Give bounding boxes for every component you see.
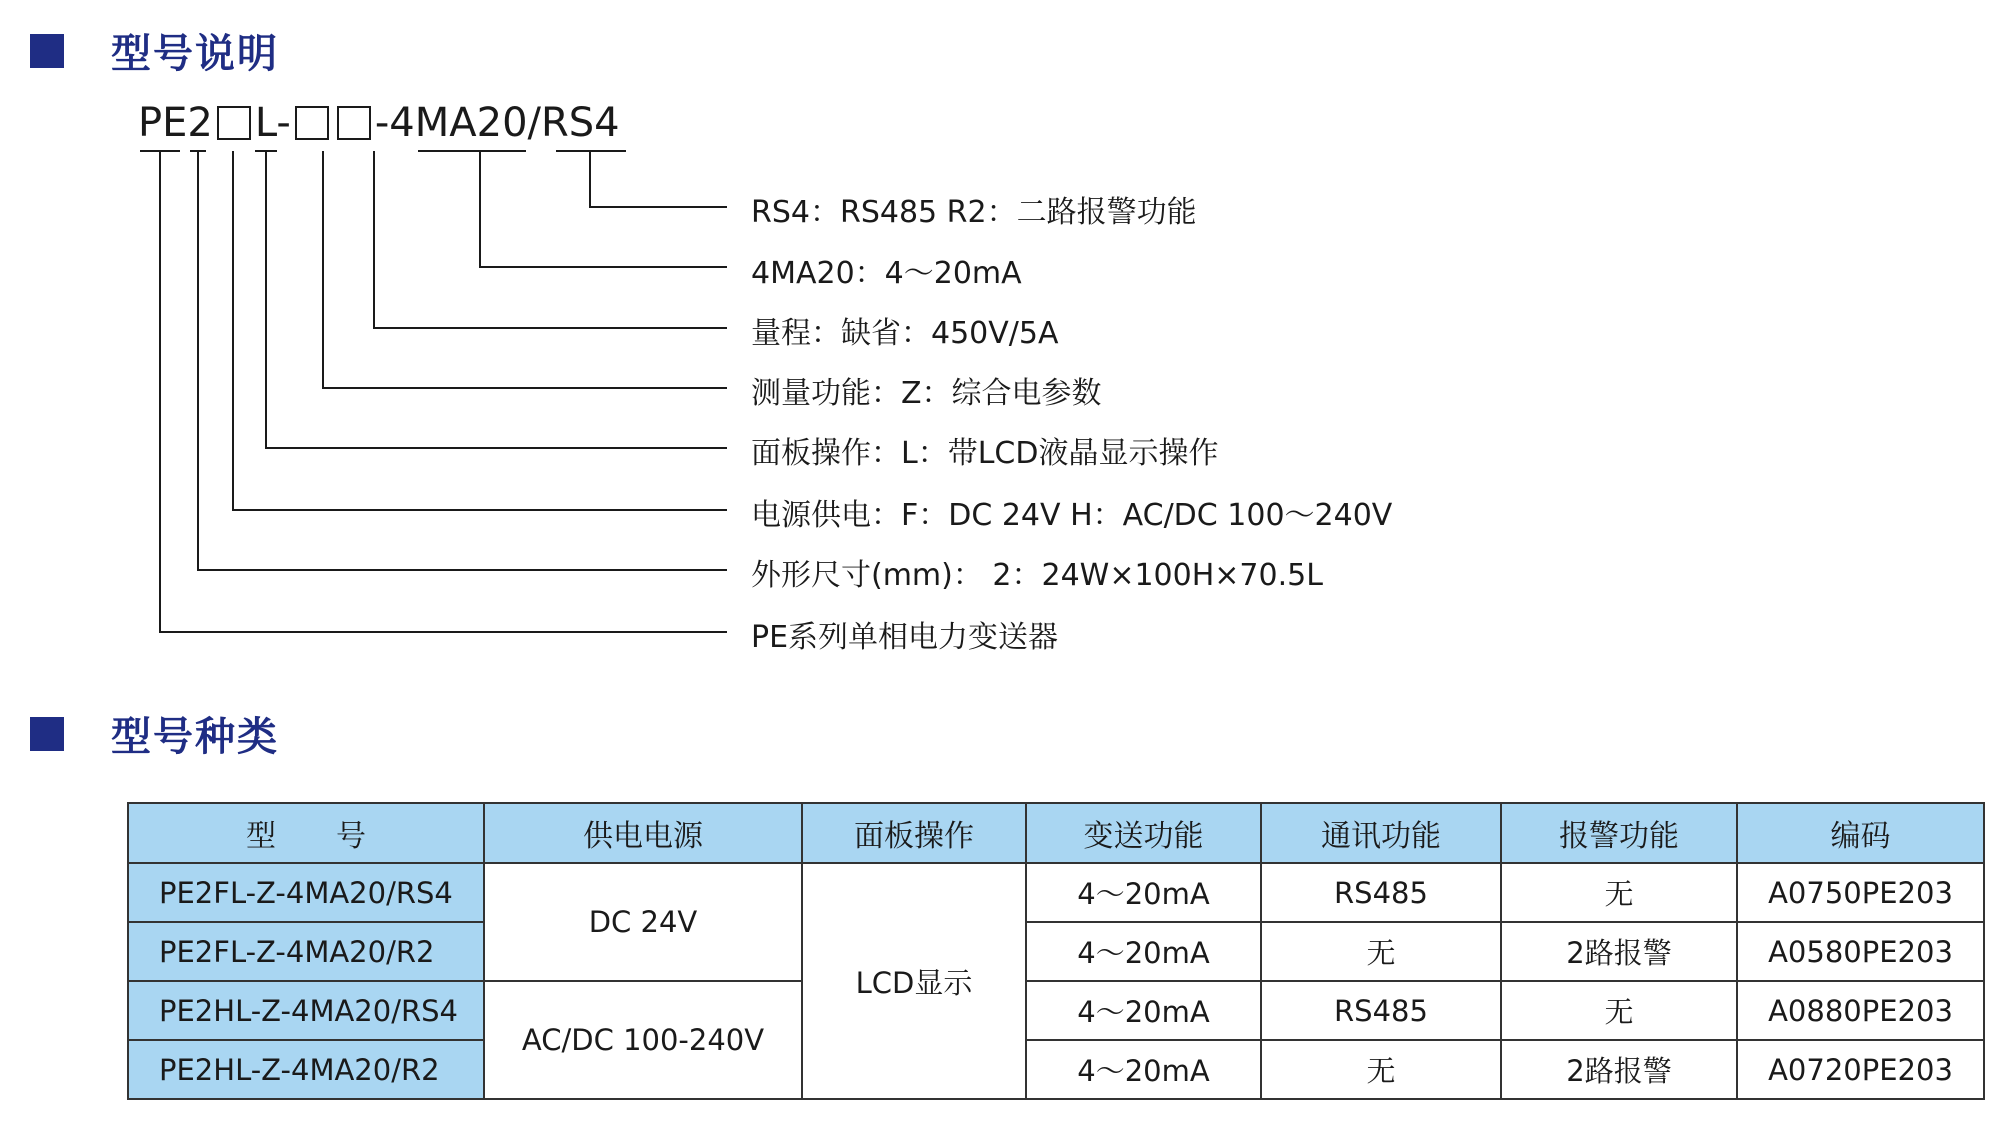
leader-comm bbox=[590, 151, 727, 207]
cell-output: 4～20mA bbox=[1026, 1040, 1261, 1099]
table-header-row bbox=[128, 803, 1984, 863]
cell-output: 4～20mA bbox=[1026, 922, 1261, 981]
cell-alarm: 2路报警 bbox=[1501, 922, 1737, 981]
cell-power: DC 24V bbox=[484, 863, 802, 981]
desc-comm: RS4：RS485 R2：二路报警功能 bbox=[751, 195, 1197, 230]
section-bullet-square bbox=[30, 717, 64, 751]
header-model: 型 号 bbox=[128, 803, 484, 863]
desc-power: 电源供电：F：DC 24V H：AC/DC 100～240V bbox=[751, 498, 1393, 533]
cell-model: PE2FL-Z-4MA20/RS4 bbox=[128, 863, 484, 922]
desc-series: PE系列单相电力变送器 bbox=[751, 620, 1059, 655]
desc-range: 量程：缺省：450V/5A bbox=[751, 316, 1059, 351]
header-power: 供电电源 bbox=[484, 803, 802, 863]
desc-function: 测量功能：Z：综合电参数 bbox=[751, 376, 1102, 411]
cell-code: A0720PE203 bbox=[1737, 1040, 1984, 1099]
table-row bbox=[128, 922, 1984, 981]
cell-alarm: 无 bbox=[1501, 863, 1737, 922]
cell-output: 4～20mA bbox=[1026, 863, 1261, 922]
leader-series bbox=[160, 151, 727, 632]
desc-size: 外形尺寸(mm)： 2：24W×100H×70.5L bbox=[751, 558, 1323, 593]
header-panel: 面板操作 bbox=[802, 803, 1026, 863]
cell-power: AC/DC 100-240V bbox=[484, 981, 802, 1099]
cell-code: A0580PE203 bbox=[1737, 922, 1984, 981]
leader-panel bbox=[266, 151, 727, 448]
cell-code: A0750PE203 bbox=[1737, 863, 1984, 922]
cell-comm: 无 bbox=[1261, 922, 1501, 981]
header-code: 编码 bbox=[1737, 803, 1984, 863]
cell-comm: RS485 bbox=[1261, 863, 1501, 922]
cell-alarm: 2路报警 bbox=[1501, 1040, 1737, 1099]
model-table bbox=[127, 802, 1985, 1100]
desc-panel: 面板操作：L：带LCD液晶显示操作 bbox=[751, 436, 1219, 471]
header-output: 变送功能 bbox=[1026, 803, 1261, 863]
cell-model: PE2HL-Z-4MA20/RS4 bbox=[128, 981, 484, 1040]
leader-function bbox=[323, 151, 727, 388]
desc-output: 4MA20：4～20mA bbox=[751, 256, 1022, 291]
code-prefix: PE2 bbox=[138, 100, 213, 146]
leader-size bbox=[198, 151, 727, 570]
cell-output: 4～20mA bbox=[1026, 981, 1261, 1040]
code-panel-letter: L- bbox=[254, 100, 291, 146]
leader-range bbox=[374, 151, 727, 328]
section-title: 型号说明 bbox=[111, 31, 279, 77]
cell-alarm: 无 bbox=[1501, 981, 1737, 1040]
leader-output bbox=[480, 151, 727, 267]
code-suffix: -4MA20/RS4 bbox=[374, 100, 620, 146]
header-alarm: 报警功能 bbox=[1501, 803, 1737, 863]
cell-model: PE2FL-Z-4MA20/R2 bbox=[128, 922, 484, 981]
cell-panel: LCD显示 bbox=[802, 863, 1026, 1099]
cell-comm: 无 bbox=[1261, 1040, 1501, 1099]
cell-model: PE2HL-Z-4MA20/R2 bbox=[128, 1040, 484, 1099]
cell-comm: RS485 bbox=[1261, 981, 1501, 1040]
table-row bbox=[128, 1040, 1984, 1099]
table-row bbox=[128, 863, 1984, 922]
section-header-model-types bbox=[30, 705, 279, 762]
section-title: 型号种类 bbox=[111, 714, 279, 760]
header-comm: 通讯功能 bbox=[1261, 803, 1501, 863]
cell-code: A0880PE203 bbox=[1737, 981, 1984, 1040]
table-row bbox=[128, 981, 1984, 1040]
